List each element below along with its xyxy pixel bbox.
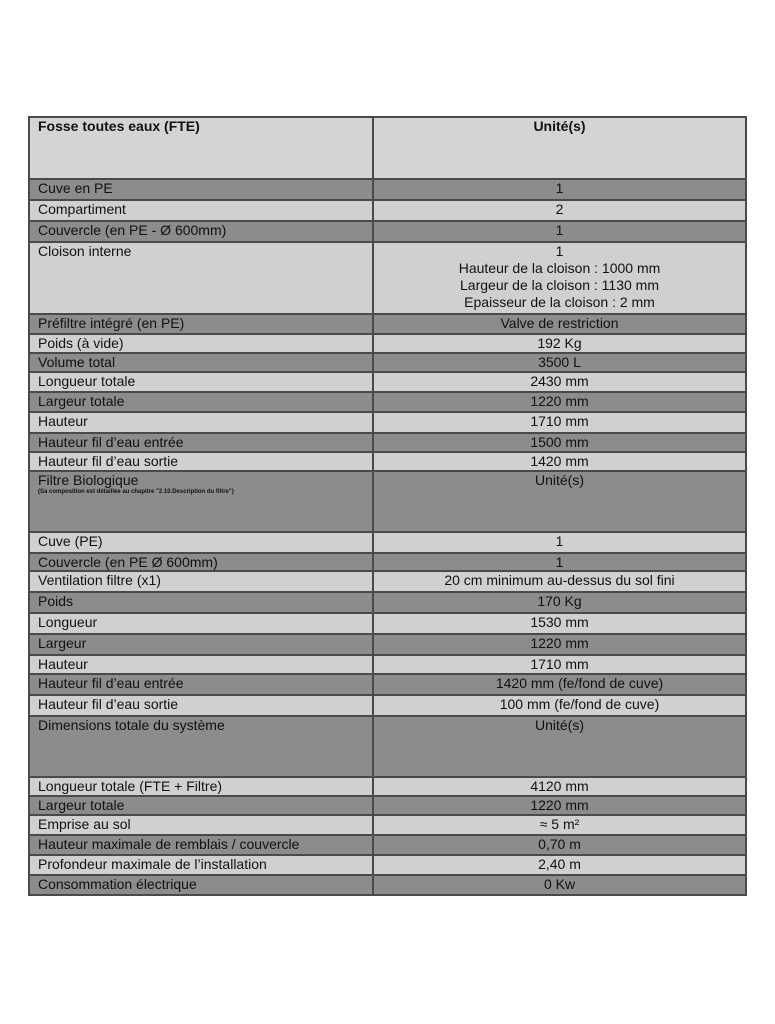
table-row [29,433,746,452]
table-row [29,334,746,353]
row-label: Profondeur maximale de l’installation [29,855,373,875]
row-value-multiline [373,242,746,314]
table-row [29,221,746,242]
section-header-systeme [29,716,746,777]
row-label: Longueur totale (FTE + Filtre) [29,777,373,796]
detail-line: Largeur de la cloison : 1130 mm [460,277,659,293]
row-value: 20 cm minimum au-dessus du sol fini [373,571,746,592]
table-row [29,695,746,716]
table-row [29,655,746,674]
row-value: Valve de restriction [373,314,746,334]
row-label: Poids [29,592,373,613]
table-header-row [29,117,746,179]
row-value-text: 1420 mm (fe/fond de cuve) [495,675,664,691]
row-label: Poids (à vide) [29,334,373,353]
row-label: Hauteur fil d’eau entrée [29,674,373,695]
header-label: Fosse toutes eaux (FTE) [29,117,373,179]
row-value [373,695,746,716]
section-header-filtre [29,471,746,532]
row-label: Hauteur [29,412,373,433]
table-row [29,532,746,553]
section-unit: Unité(s) [373,471,746,532]
detail-line: Epaisseur de la cloison : 2 mm [464,294,655,310]
row-value: 1420 mm [373,452,746,471]
section-unit: Unité(s) [373,716,746,777]
row-value-text: 100 mm (fe/fond de cuve) [499,696,660,712]
row-value: 170 Kg [373,592,746,613]
section-title: Filtre Biologique [38,472,139,488]
row-value: 192 Kg [373,334,746,353]
row-value: 1 [373,179,746,200]
table-row [29,200,746,221]
row-value: 1220 mm [373,634,746,655]
row-label: Couvercle (en PE - Ø 600mm) [29,221,373,242]
table-row [29,553,746,571]
row-value: 2,40 m [373,855,746,875]
row-label: Longueur [29,613,373,634]
table-row [29,674,746,695]
row-value: 1220 mm [373,392,746,412]
table-row [29,875,746,895]
row-label: Compartiment [29,200,373,221]
row-value: 1530 mm [373,613,746,634]
table-row [29,372,746,392]
table-row [29,815,746,835]
row-value: 2430 mm [373,372,746,392]
row-value: 1 [373,532,746,553]
row-value [373,674,746,695]
row-value: 2 [373,200,746,221]
row-label: Cloison interne [29,242,373,314]
row-value: 1710 mm [373,655,746,674]
row-value: 1220 mm [373,796,746,815]
row-value: 1 [555,243,564,259]
table-row [29,796,746,815]
row-label: Volume total [29,353,373,372]
row-label: Ventilation filtre (x1) [29,571,373,592]
row-label: Cuve en PE [29,179,373,200]
table-row [29,412,746,433]
row-value: 4120 mm [373,777,746,796]
table-row [29,855,746,875]
table-row [29,392,746,412]
row-label: Hauteur fil d’eau sortie [29,452,373,471]
table-row [29,353,746,372]
row-label: Préfiltre intégré (en PE) [29,314,373,334]
row-label: Hauteur fil d’eau entrée [29,433,373,452]
row-label: Couvercle (en PE Ø 600mm) [29,553,373,571]
row-label: Consommation électrique [29,875,373,895]
header-unit: Unité(s) [373,117,746,179]
row-label: Cuve (PE) [29,532,373,553]
row-label: Hauteur maximale de remblais / couvercle [29,835,373,855]
table-row [29,571,746,592]
row-value: 0 Kw [373,875,746,895]
section-note: (Sa composition est détaillée au chapitre "2.10.Description du filtre") [38,489,234,495]
table-row [29,835,746,855]
row-value: 1 [373,221,746,242]
table-row [29,314,746,334]
section-title-cell [29,471,373,532]
row-label: Largeur [29,634,373,655]
table-row [29,179,746,200]
table-row [29,242,746,314]
row-label: Largeur totale [29,796,373,815]
row-label: Largeur totale [29,392,373,412]
table-row [29,452,746,471]
table-row [29,613,746,634]
table-row [29,634,746,655]
section-title: Dimensions totale du système [29,716,373,777]
table-row [29,777,746,796]
row-value: 1 [373,553,746,571]
row-value: ≈ 5 m² [373,815,746,835]
row-value: 3500 L [373,353,746,372]
detail-line: Hauteur de la cloison : 1000 mm [458,260,661,276]
row-label: Hauteur [29,655,373,674]
row-value: 0,70 m [373,835,746,855]
row-label: Emprise au sol [29,815,373,835]
row-value: 1710 mm [373,412,746,433]
table-row [29,592,746,613]
row-label: Longueur totale [29,372,373,392]
row-value: 1500 mm [373,433,746,452]
row-label: Hauteur fil d’eau sortie [29,695,373,716]
spec-table [28,116,747,896]
